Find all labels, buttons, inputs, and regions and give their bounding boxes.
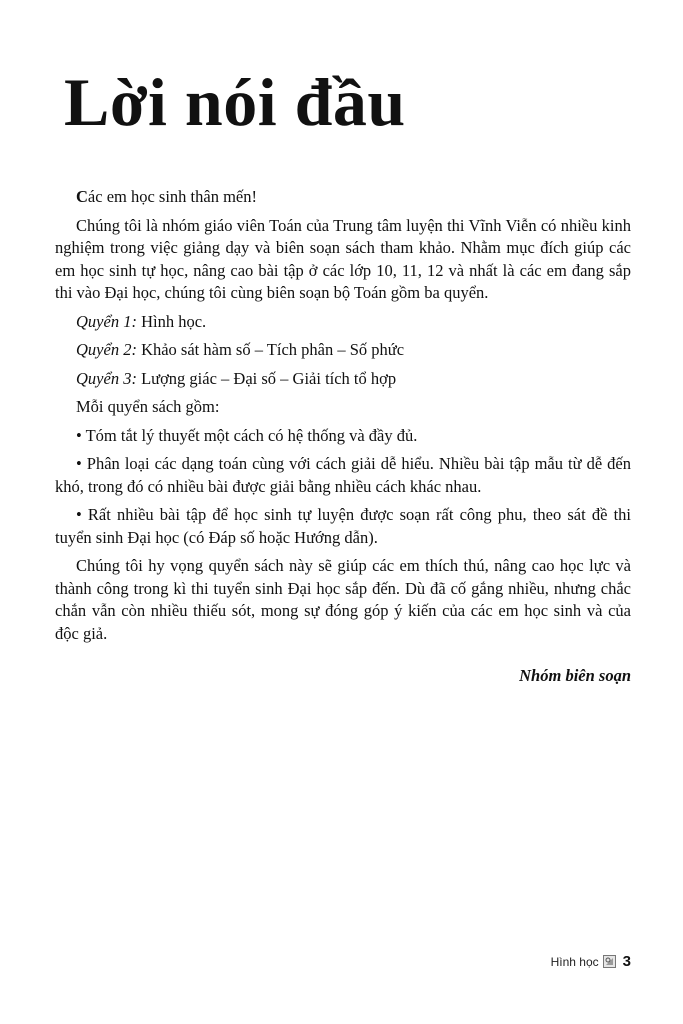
contents-heading: Mỗi quyển sách gồm: xyxy=(76,397,220,416)
geometry-shape-icon xyxy=(603,955,616,968)
greeting-first-letter: C xyxy=(76,187,88,206)
page-footer xyxy=(551,953,631,970)
greeting-text: ác em học sinh thân mến! xyxy=(87,187,257,206)
volume-label: Quyển 1: xyxy=(76,311,137,331)
closing-paragraph: Chúng tôi hy vọng quyển sách này sẽ giúp các em thích thú, nâng cao học lực và thành công trong kì thi tuyển sinh Đại học sắp đến. Dù đã cố gắng nhiều, nhưng chắc chắn vẫn còn nhiều thiếu sót, mong sự đóng góp ý kiến của các em học sinh và của độc giả. xyxy=(55,556,631,643)
volume-text: Hình học. xyxy=(136,311,207,331)
page-number: 3 xyxy=(622,953,631,970)
bullet-item: • Tóm tắt lý thuyết một cách có hệ thống và đầy đủ. xyxy=(76,425,418,445)
intro-paragraph: Chúng tôi là nhóm giáo viên Toán của Trung tâm luyện thi Vĩnh Viễn có nhiều kinh nghiệm trong việc giảng dạy và biên soạn sách tham khảo. Nhằm mục đích giúp các em học sinh tự học, nâng cao bài tập ở các lớp 10, 11, 12 và nhất là các em đang sắp thi vào Đại học, chúng tôi cùng biên soạn bộ Toán gồm ba quyển. xyxy=(55,215,631,302)
volume-item xyxy=(55,311,631,334)
volume-text: Khảo sát hàm số – Tích phân – Số phức xyxy=(136,340,405,359)
preface-body xyxy=(55,186,631,694)
volume-item xyxy=(55,339,631,362)
bullet-item: • Rất nhiều bài tập để học sinh tự luyện được soạn rất công phu, theo sát đề thi tuyển sinh Đại học (có Đáp số hoặc Hướng dẫn). xyxy=(55,505,631,547)
signature: Nhóm biên soạn xyxy=(519,666,631,685)
volume-item xyxy=(55,368,631,391)
volume-label: Quyển 2: xyxy=(76,340,137,359)
volume-text: Lượng giác – Đại số – Giải tích tổ hợp xyxy=(136,368,397,388)
bullet-item: • Phân loại các dạng toán cùng với cách giải dễ hiểu. Nhiều bài tập mẫu từ dễ đến khó, trong đó có nhiều bài được giải bằng nhiều cách khác nhau. xyxy=(55,454,631,496)
footer-book-name: Hình học xyxy=(550,954,599,969)
greeting xyxy=(55,186,631,209)
page-title: Lời nói đầu xyxy=(64,64,406,140)
volume-label: Quyển 3: xyxy=(76,368,137,388)
